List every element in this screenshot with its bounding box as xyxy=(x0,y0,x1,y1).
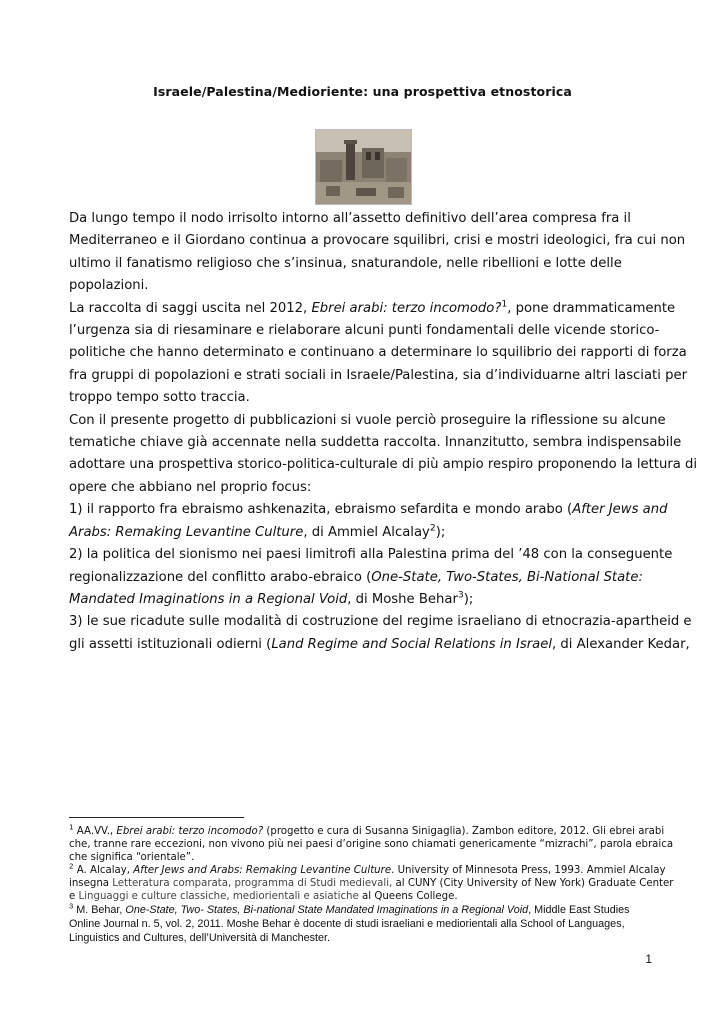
body-line xyxy=(69,634,690,656)
book-title-after-jews-cont: Arabs: Remaking Levantine Culture xyxy=(69,524,304,540)
footnote-3-line: Online Journal n. 5, vol. 2, 2011. Moshe Behar è docente di studi israeliani e mediorientali alla School of Languages, xyxy=(69,918,625,930)
footnote-3 xyxy=(69,903,659,917)
text-span: , di Moshe Behar xyxy=(347,591,458,607)
text-span: . University of Minnesota Press, 1993. Ammiel Alcalay xyxy=(391,865,666,876)
text-span: , Middle East Studies xyxy=(528,904,630,916)
footnote-ref-1[interactable]: 1 xyxy=(501,298,508,310)
book-title-land-regime: Land Regime and Social Relations in Israel xyxy=(271,636,553,652)
text-span: M. Behar, xyxy=(73,904,126,916)
body-line: politiche che hanno determinato e continuano a determinare lo squilibrio dei rapporti di forza xyxy=(69,345,687,361)
text-span: AA.VV., xyxy=(73,826,117,837)
body-line: fra gruppi di popolazioni e strati sociali in Israele/Palestina, sia d’individuarne altri lasciati per xyxy=(69,367,687,383)
footnote-separator xyxy=(69,817,244,818)
text-span: al CUNY (City University of New York) Graduate Center xyxy=(392,878,674,889)
text-span: ); xyxy=(463,591,474,607)
body-line: adottare una prospettiva storico-politica-culturale di più ampio respiro proponendo la lettura di xyxy=(69,457,698,473)
text-span: A. Alcalay, xyxy=(73,865,134,876)
text-span: insegna xyxy=(69,878,113,889)
footnote-marker: 2 xyxy=(69,861,74,871)
text-italic: After Jews and Arabs: Remaking Levantine Culture xyxy=(133,865,392,876)
footnotes-section xyxy=(69,822,674,945)
body-line: 2) la politica del sionismo nei paesi limitrofi alla Palestina prima del ’48 con la conseguente xyxy=(69,547,673,563)
body-line xyxy=(69,567,659,589)
text-span: ); xyxy=(435,524,446,540)
main-body-text xyxy=(69,208,698,656)
text-gray: Linguaggi e culture classiche, mediorientali e asiatiche xyxy=(78,891,359,902)
body-line: 3) le sue ricadute sulle modalità di costruzione del regime israeliano di etnocrazia-apartheid e xyxy=(69,614,692,630)
footnote-ref-2[interactable]: 2 xyxy=(429,522,436,534)
footnote-1 xyxy=(69,822,665,838)
text-span: , pone drammaticamente xyxy=(507,300,676,316)
body-line xyxy=(69,522,659,544)
text-span: al Queens College. xyxy=(358,891,458,902)
text-span: , di Alexander Kedar, xyxy=(552,636,690,652)
body-line: Mediterraneo e il Giordano continua a provocare squilibri, crisi e mostri ideologici, fra cui non xyxy=(69,233,686,249)
footnote-3-line: Linguistics and Cultures, dell’Università di Manchester. xyxy=(69,932,331,944)
body-line xyxy=(69,589,659,611)
body-line: tematiche chiave già accennate nella suddetta raccolta. Innanzitutto, sembra indispensabile xyxy=(69,435,682,451)
book-title-ebrei-arabi: Ebrei arabi: terzo incomodo? xyxy=(311,300,502,316)
historical-photo xyxy=(315,129,412,205)
footnote-2-line xyxy=(69,877,674,890)
footnote-1-line: che significa “orientale”. xyxy=(69,852,195,863)
footnote-2-line xyxy=(69,890,659,903)
body-line: opere che abbiano nel proprio focus: xyxy=(69,479,312,495)
body-line: troppo tempo sotto traccia. xyxy=(69,390,250,406)
text-span: , di Ammiel Alcalay xyxy=(303,524,430,540)
old-city-photo-image xyxy=(316,130,411,204)
book-title-one-state-cont: Mandated Imaginations in a Regional Void xyxy=(69,591,348,607)
page-number: 1 xyxy=(645,952,652,966)
body-line xyxy=(69,499,668,521)
body-line: Con il presente progetto di pubblicazioni si vuole perciò proseguire la riflessione su alcune xyxy=(69,412,666,428)
footnote-1-line: che, tranne rare eccezioni, non vivono più nei paesi d’origine sono chiamati genericamente “mizrachi”, parola ebraica xyxy=(69,839,674,850)
body-line: l’urgenza sia di riesaminare e rielaborare alcuni punti fondamentali delle vicende storico- xyxy=(69,323,660,339)
text-italic: One-State, Two- States, Bi-national State Mandated Imaginations in a Regional Void xyxy=(125,904,529,916)
text-span: regionalizzazione del conflitto arabo-ebraico ( xyxy=(69,569,372,585)
text-gray: Letteratura comparata, programma di Studi medievali, xyxy=(112,878,393,889)
text-span: 1) il rapporto fra ebraismo ashkenazita, ebraismo sefardita e mondo arabo ( xyxy=(69,502,573,518)
footnote-marker: 1 xyxy=(69,822,74,832)
text-span: gli assetti istituzionali odierni ( xyxy=(69,636,272,652)
footnote-2 xyxy=(69,861,666,877)
footnote-ref-3[interactable]: 3 xyxy=(457,589,464,601)
text-span: e xyxy=(69,891,79,902)
text-italic: Ebrei arabi: terzo incomodo? xyxy=(116,826,264,837)
body-line: Da lungo tempo il nodo irrisolto intorno all’assetto definitivo dell’area compresa fra il xyxy=(69,211,631,226)
footnote-marker: 3 xyxy=(69,901,74,911)
document-title: Israele/Palestina/Medioriente: una prospettiva etnostorica xyxy=(153,84,572,99)
body-line: ultimo il fanatismo religioso che s’insinua, snaturandole, nelle ribellioni e lotte delle xyxy=(69,255,622,271)
book-title-after-jews: After Jews and xyxy=(572,502,668,518)
body-line xyxy=(69,298,676,320)
text-span: (progetto e cura di Susanna Sinigaglia). Zambon editore, 2012. Gli ebrei arabi xyxy=(263,826,665,837)
body-line: popolazioni. xyxy=(69,278,149,294)
text-span: La raccolta di saggi uscita nel 2012, xyxy=(69,300,312,316)
book-title-one-state: One-State, Two-States, Bi-National State: xyxy=(371,569,643,585)
